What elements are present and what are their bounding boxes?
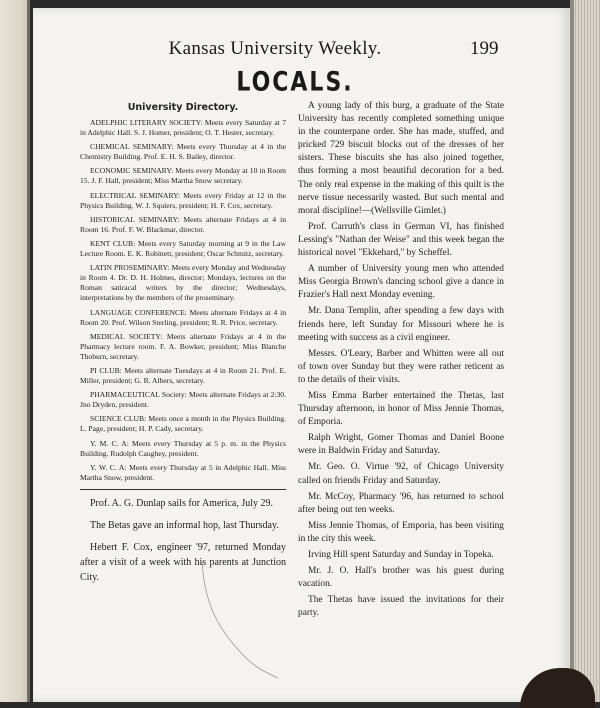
directory-entry: KENT CLUB: Meets every Saturday morning at 9 in the Law Lecture Room. E. K. Robinett, president; Oscar Schmitz, secretary. [80,238,286,259]
directory-heading: University Directory. [127,102,239,113]
local-paragraph: Mr. Geo. O. Virtue '92, of Chicago University called on friends Friday and Saturday. [298,462,504,486]
local-note: The Betas gave an informal hop, last Thursday. [90,519,279,531]
book-page-edges [570,0,600,702]
local-paragraph: Messrs. O'Leary, Barber and Whitten were all out of town over Sunday but they were rather reticent as to the details of their visits. [298,348,504,385]
directory-entry: LATIN PROSEMINARY: Meets every Monday and Wednesday in Room 4. Dr. D. H. Holmes, director; Mondays, lectures on the Roman satiracal writers by the director; Wednesdays, interpretations by the members of the proseminary. [80,263,286,303]
directory-entry: Y. M. C. A: Meets every Thursday at 5 p. m. in the Physics Building. Rudolph Caughey, president. [80,438,286,458]
local-paragraph: Mr. J. O. Hall's brother was his guest during vacation. [298,566,504,590]
directory-entry: Y. W. C. A: Meets every Thursday at 5 in Adelphic Hall. Miss Martha Snow, president. [80,462,286,482]
right-column [298,100,504,623]
local-paragraph: Miss Jennie Thomas, of Emporia, has been visiting in the city this week. [298,520,504,544]
directory-entry: PHARMACEUTICAL Society: Meets alternate Fridays at 2:30. Jno Dryden, president. [80,390,286,410]
page-number: 199 [470,38,499,59]
local-paragraph: A young lady of this burg, a graduate of the State University has recently completed something unique in the counterpane order. She has made, stuffed, and pricked 729 biscuit blocks out of the dresses of her sisters. These biscuits she has also joined together, thus forming a most beautiful decoration for a bed. The only real expense in the making of this quilt is the nerve tissue necessarily wasted. But such mental and moral discipline!—(Wellsville Gimlet.) [298,101,504,216]
directory-entry: SCIENCE CLUB: Meets once a month in the Physics Building. L. Page, president; H. P. Cady, secretary. [80,414,286,434]
local-paragraph: Prof. Carruth's class in German VI, has finished Lessing's "Nathan der Weise" and this week began the historical novel "Ekkehard," by Scheffel. [298,221,504,259]
directory-entry: ADELPHIC LITERARY SOCIETY: Meets every Saturday at 7 in Adelphic Hall. S. J. Homer, president; O. T. Hester, secretary. [80,118,286,138]
directory-entry: CHEMICAL SEMINARY: Meets every Thursday at 4 in the Chemistry Building. Prof. E. H. S. Bailey, director. [80,142,286,162]
running-head: Kansas University Weekly. [168,38,382,59]
directory-entry: ECONOMIC SEMINARY: Meets every Monday at 10 in Room 15. J. F. Hall, president; Miss Martha Snow secretary. [80,166,286,186]
section-divider [80,489,286,490]
local-paragraph: A number of University young men who attended Miss Georgia Brown's dancing school give a dance in Frazier's Hall next Monday evening. [298,264,504,301]
local-paragraph: Mr. McCoy, Pharmacy '96, has returned to school after being out ten weeks. [298,491,504,515]
adjacent-page-edge [0,0,30,702]
directory-entry: PI CLUB: Meets alternate Tuesdays at 4 in Room 21. Prof. E. Miller, president; G. R. Albers, secretary. [80,365,286,386]
directory-entry: ELECTRICAL SEMINARY: Meets every Friday at 12 in the Physics Building. W. J. Squiers, president; H. F. Cox, secretary. [80,190,286,210]
section-title: LOCALS. [236,67,354,98]
local-note: Prof. A. G. Dunlap sails for America, July 29. [90,497,274,509]
directory-entry: LANGUAGE CONFERENCE: Meets alternate Fridays at 4 in Room 20. Prof. Wilson Sterling, president; R. R. Price, secretary. [80,307,286,327]
left-column [80,100,286,592]
local-paragraph: The Thetas have issued the invitations for their party. [298,595,504,619]
local-paragraph: Miss Emma Barber entertained the Thetas, last Thursday afternoon, in honor of Miss Jennie Thomas, of Emporia. [298,390,504,428]
local-paragraph: Mr. Dana Templin, after spending a few days with friends here, left Sunday for Missouri where he is meeting with success as a civil engineer. [298,306,504,343]
local-paragraph: Irving Hill spent Saturday and Sunday in Topeka. [308,550,494,560]
local-note: Hebert F. Cox, engineer '97, returned Monday after a visit of a week with his parents at Junction City. [80,541,286,583]
local-paragraph: Ralph Wright, Gomer Thomas and Daniel Boone were in Baldwin Friday and Saturday. [298,433,504,457]
directory-entry: MEDICAL SOCIETY: Meets alternate Fridays at 4 in the Pharmacy lecture room. F. A. Bowker, president; Miss Blanche Thoburn, secretary. [80,331,286,361]
directory-entry: HISTORICAL SEMINARY: Meets alternate Fridays at 4 in Room 16. Prof. F. W. Blackmar, director. [80,214,286,234]
